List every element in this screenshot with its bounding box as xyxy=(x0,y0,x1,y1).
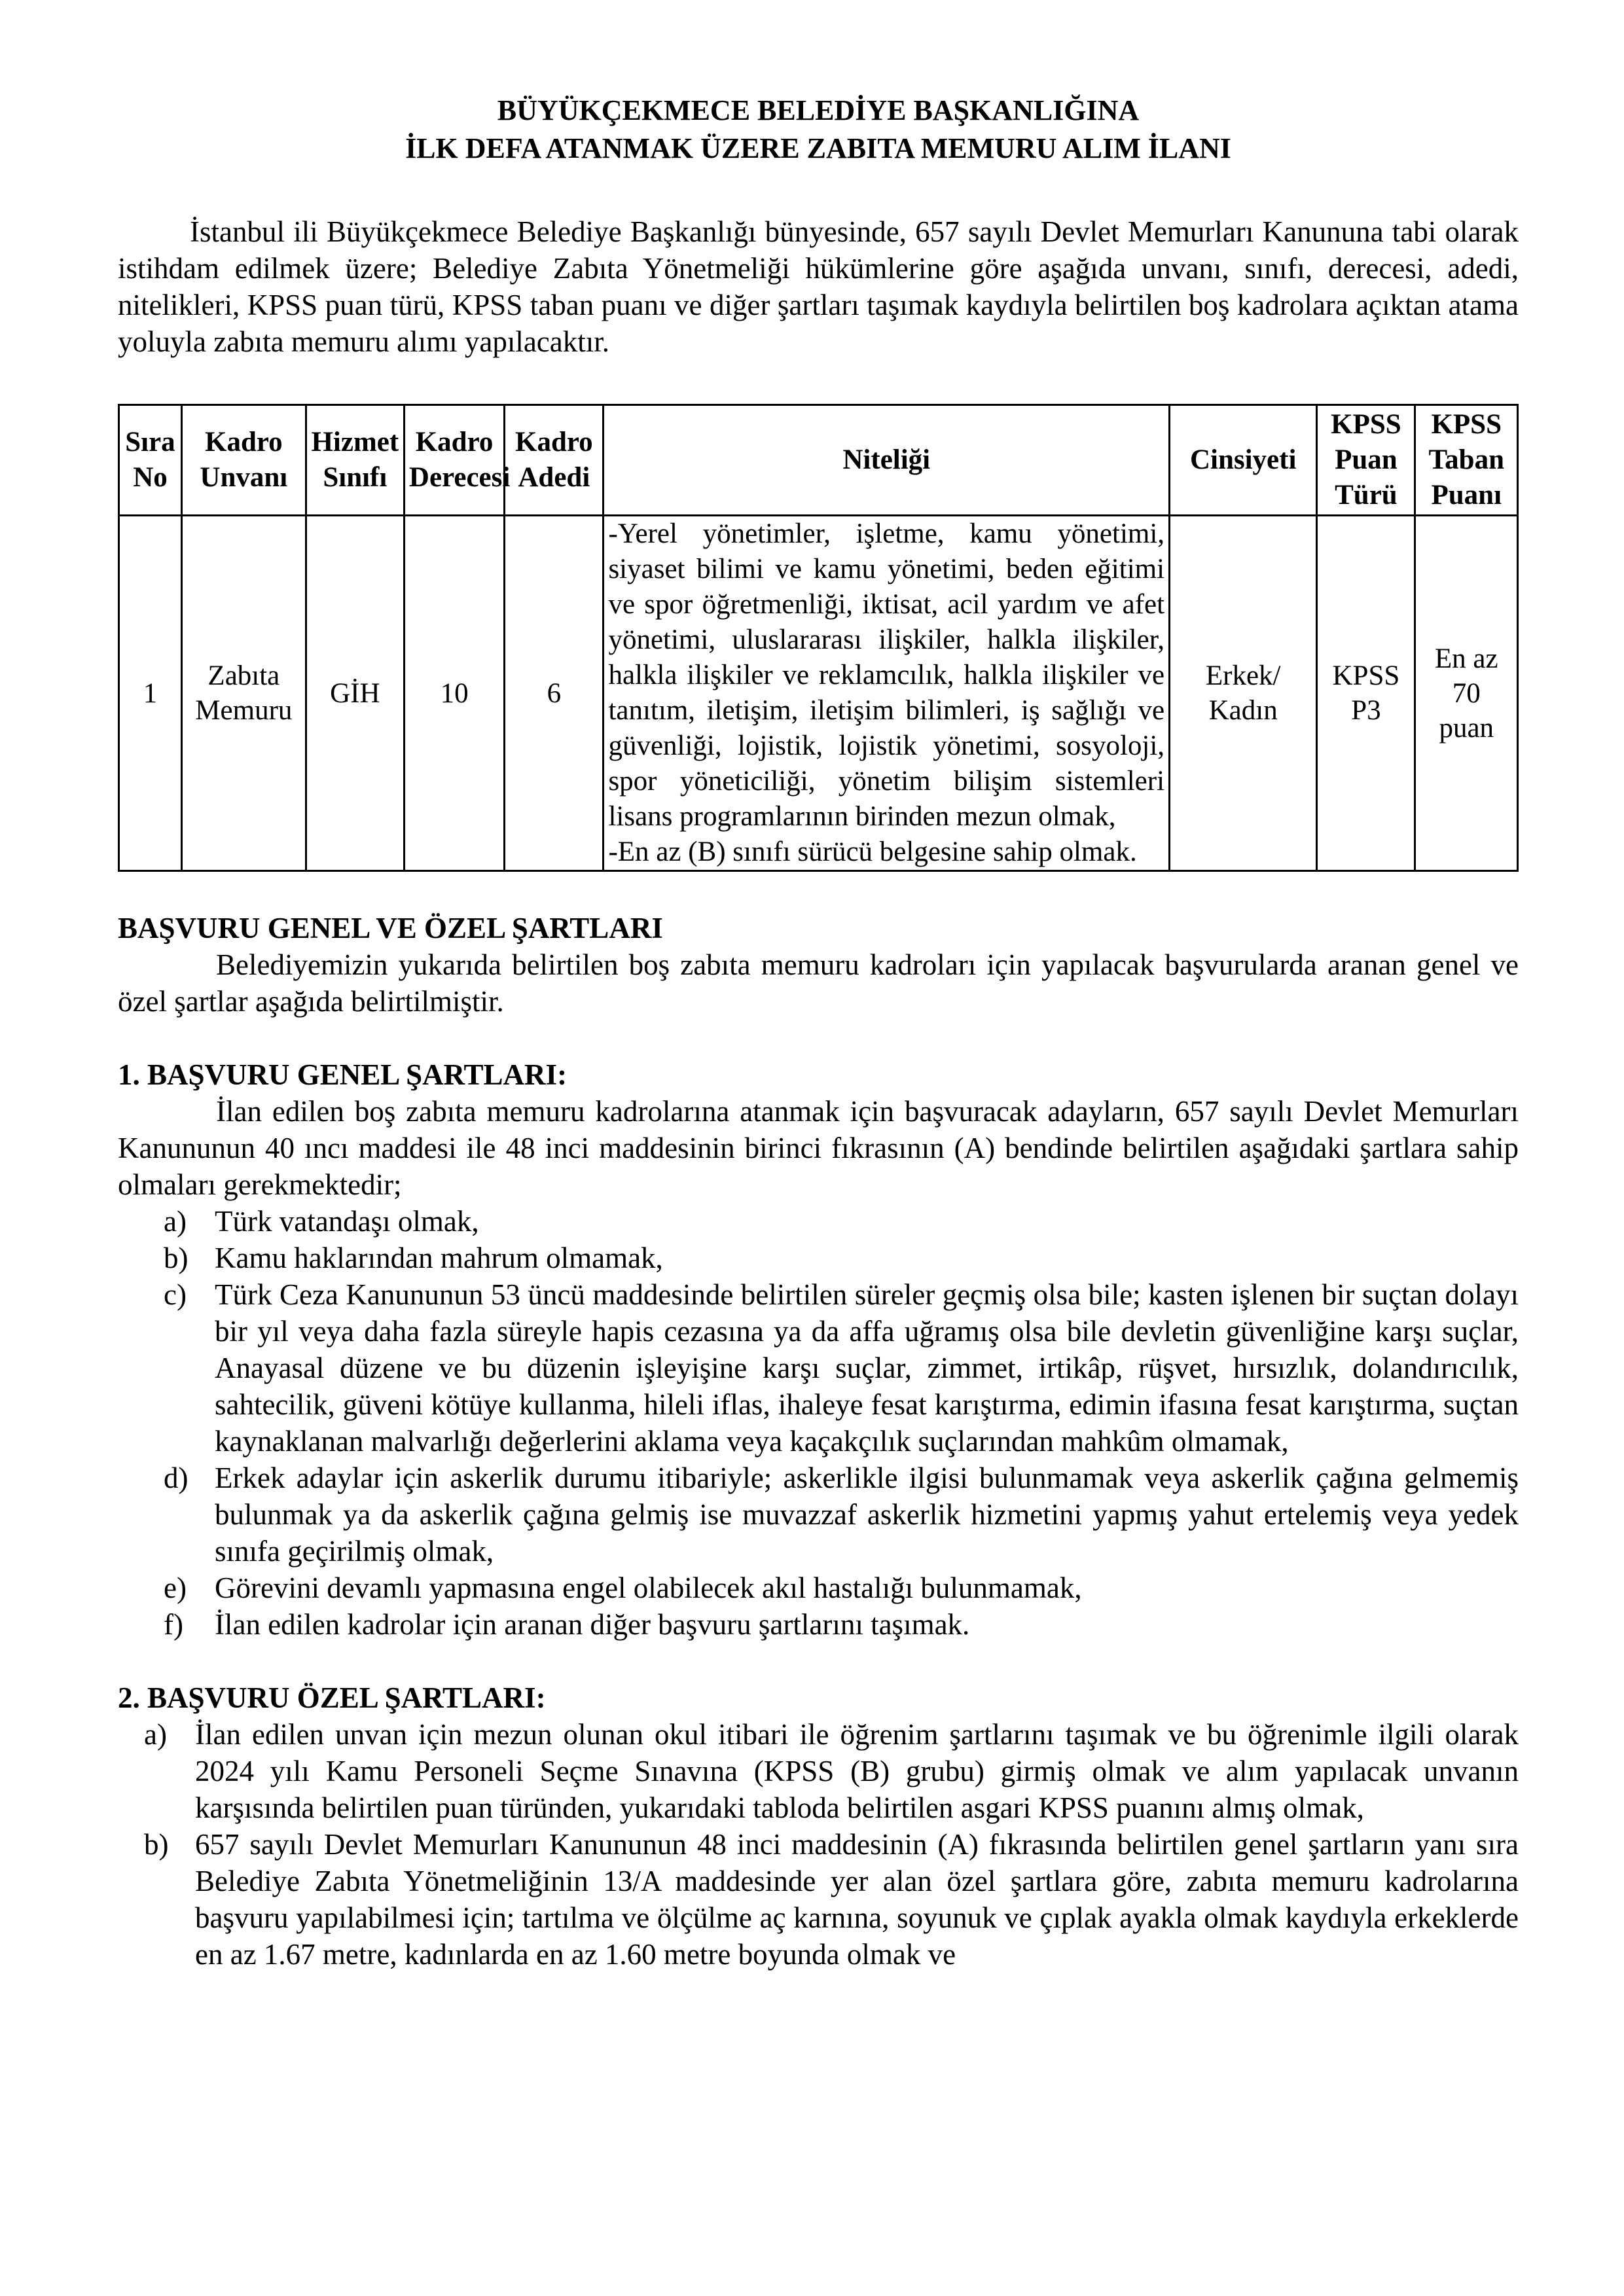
section-general-special xyxy=(118,910,1519,1020)
cell-kadro-adedi: 6 xyxy=(505,516,604,871)
header-sira-no: Sıra No xyxy=(119,405,182,516)
document-title-line-1: BÜYÜKÇEKMECE BELEDİYE BAŞKANLIĞINA xyxy=(497,94,1140,126)
list-item xyxy=(118,1240,1519,1276)
list-item xyxy=(118,1570,1519,1606)
list-item xyxy=(118,1606,1519,1643)
section-special-conditions xyxy=(118,1679,1519,1973)
list-item-marker: a) xyxy=(144,1718,167,1751)
list-item-marker: e) xyxy=(164,1571,187,1604)
document-page xyxy=(118,92,1519,1973)
list-item-marker: c) xyxy=(164,1278,187,1311)
list-item-marker: a) xyxy=(164,1205,187,1238)
list-item-marker: b) xyxy=(144,1828,169,1861)
list-item-text: Görevini devamlı yapmasına engel olabilecek akıl hastalığı bulunmamak, xyxy=(215,1571,1082,1604)
list-item-marker: d) xyxy=(164,1462,189,1494)
header-kadro-derecesi: Kadro Derecesi xyxy=(404,405,504,516)
cell-sira-no: 1 xyxy=(119,516,182,871)
list-item-text: 657 sayılı Devlet Memurları Kanununun 48 inci maddesinin (A) fıkrasında belirtilen genel şartların yanı sıra Belediye Zabıta Yönetmeliğinin 13/A maddesinde yer alan özel şartlara göre, zabıta memuru kadrolarına başvuru yapılabilmesi için; tartılma ve ölçülme aç karnına, soyunuk ve çıplak ayakla olmak kaydıyla erkeklerde en az 1.67 metre, kadınlarda en az 1.60 metre boyunda olmak ve xyxy=(195,1828,1519,1971)
table-row xyxy=(119,516,1518,871)
special-conditions-list xyxy=(118,1716,1519,1973)
section-general-conditions xyxy=(118,1056,1519,1643)
general-conditions-paragraph: İlan edilen boş zabıta memuru kadrolarına atanmak için başvuracak adayların, 657 sayılı Devlet Memurları Kanununun 40 ıncı maddesi ile 48 inci maddesinin birinci fıkrasının (A) bendinde belirtilen aşağıdaki şartlara sahip olmaları gerekmektedir; xyxy=(118,1095,1519,1201)
list-item xyxy=(118,1826,1519,1973)
nitelik-license: -En az (B) sınıfı sürücü belgesine sahip olmak. xyxy=(608,836,1137,867)
cell-cinsiyeti: Erkek/ Kadın xyxy=(1170,516,1317,871)
list-item-text: Erkek adaylar için askerlik durumu itibariyle; askerlikle ilgisi bulunmamak veya askerlik çağına gelmemiş bulunmak ya da askerlik çağına gelmiş ise muvazzaf askerlik hizmetini yapmış yahut ertelemiş veya yedek sınıfa geçirilmiş olmak, xyxy=(215,1462,1519,1568)
list-item-marker: b) xyxy=(164,1242,189,1274)
section-heading: BAŞVURU GENEL VE ÖZEL ŞARTLARI xyxy=(118,912,663,944)
header-niteligi: Niteliği xyxy=(604,405,1170,516)
cell-hizmet-sinifi: GİH xyxy=(306,516,404,871)
list-item-marker: f) xyxy=(164,1608,183,1641)
header-kpss-taban-puani: KPSS Taban Puanı xyxy=(1415,405,1518,516)
list-item xyxy=(118,1276,1519,1460)
document-title-line-2: İLK DEFA ATANMAK ÜZERE ZABITA MEMURU ALIM İLANI xyxy=(405,132,1231,164)
header-kpss-puan-turu: KPSS Puan Türü xyxy=(1317,405,1415,516)
table-header-row xyxy=(119,405,1518,516)
list-item-text: Kamu haklarından mahrum olmamak, xyxy=(215,1242,663,1274)
cell-kadro-unvani: Zabıta Memuru xyxy=(181,516,306,871)
intro-paragraph: İstanbul ili Büyükçekmece Belediye Başkanlığı bünyesinde, 657 sayılı Devlet Memurları Kanununa tabi olarak istihdam edilmek üzere; Belediye Zabıta Yönetmeliği hükümlerine göre aşağıda unvanı, sınıfı, derecesi, adedi, nitelikleri, KPSS puan türü, KPSS taban puanı ve diğer şartları taşımak kaydıyla belirtilen boş kadrolara açıktan atama yoluyla zabıta memuru alımı yapılacaktır. xyxy=(118,215,1519,358)
cell-kpss-taban-puani: En az 70 puan xyxy=(1415,516,1518,871)
general-conditions-heading: 1. BAŞVURU GENEL ŞARTLARI: xyxy=(118,1058,568,1091)
section-paragraph: Belediyemizin yukarıda belirtilen boş zabıta memuru kadroları için yapılacak başvurularda aranan genel ve özel şartlar aşağıda belirtilmiştir. xyxy=(118,948,1519,1018)
list-item xyxy=(118,1716,1519,1826)
list-item xyxy=(118,1203,1519,1240)
nitelik-education: -Yerel yönetimler, işletme, kamu yönetimi, siyaset bilimi ve kamu yönetimi, beden eğitimi ve spor öğretmenliği, iktisat, acil yardım ve afet yönetimi, uluslararası ilişkiler, halkla ilişkiler, halkla ilişkiler ve reklamcılık, halkla ilişkiler ve tanıtım, iletişim, iletişim bilimleri, iş sağlığı ve güvenliği, lojistik, lojistik yönetimi, sosyoloji, spor yöneticiliği, yönetim bilişim sistemleri lisans programlarının birinden mezun olmak, xyxy=(608,518,1165,832)
list-item-text: Türk Ceza Kanununun 53 üncü maddesinde belirtilen süreler geçmiş olsa bile; kasten işlenen bir suçtan dolayı bir yıl veya daha fazla süreyle hapis cezasına ya da affa uğramış olsa bile devletin güvenliğine karşı suçlar, Anayasal düzene ve bu düzenin işleyişine karşı suçlar, zimmet, irtikâp, rüşvet, hırsızlık, dolandırıcılık, sahtecilik, güveni kötüye kullanma, hileli iflas, ihaleye fesat karıştırma, edimin ifasına fesat karıştırma, suçtan kaynaklanan malvarlığı değerlerini aklama veya kaçakçılık suçlarından mahkûm olmamak, xyxy=(215,1278,1519,1458)
header-kadro-unvani: Kadro Unvanı xyxy=(181,405,306,516)
cell-kadro-derecesi: 10 xyxy=(404,516,504,871)
list-item xyxy=(118,1460,1519,1570)
special-conditions-heading: 2. BAŞVURU ÖZEL ŞARTLARI: xyxy=(118,1681,546,1714)
list-item-text: İlan edilen unvan için mezun olunan okul itibari ile öğrenim şartlarını taşımak ve bu öğrenimle ilgili olarak 2024 yılı Kamu Personeli Seçme Sınavına (KPSS (B) grubu) girmiş olmak ve alım yapılacak unvanın karşısında belirtilen puan türünden, yukarıdaki tabloda belirtilen asgari KPSS puanını almış olmak, xyxy=(195,1718,1519,1824)
cell-kpss-puan-turu: KPSS P3 xyxy=(1317,516,1415,871)
header-hizmet-sinifi: Hizmet Sınıfı xyxy=(306,405,404,516)
header-cinsiyeti: Cinsiyeti xyxy=(1170,405,1317,516)
position-table xyxy=(118,404,1519,872)
header-kadro-adedi: Kadro Adedi xyxy=(505,405,604,516)
general-conditions-list xyxy=(118,1203,1519,1643)
cell-niteligi xyxy=(604,516,1170,871)
list-item-text: İlan edilen kadrolar için aranan diğer başvuru şartlarını taşımak. xyxy=(215,1608,970,1641)
list-item-text: Türk vatandaşı olmak, xyxy=(215,1205,479,1238)
